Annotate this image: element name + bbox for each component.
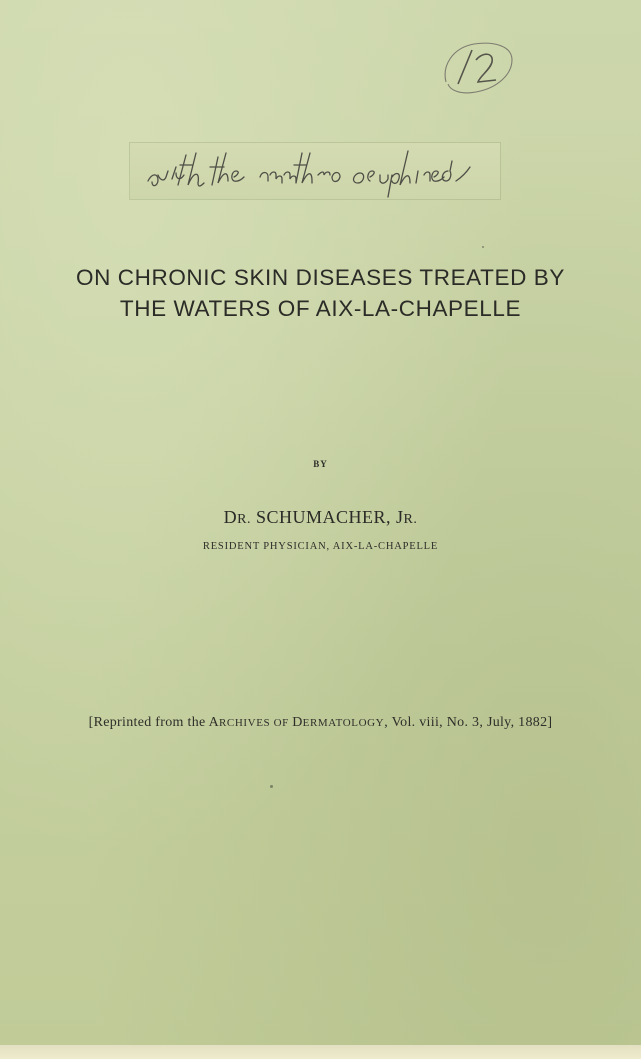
citation-journal-d: D [292,715,303,730]
circled-number-drawing [438,38,516,96]
paper-speck [270,785,273,788]
title-line-1: ON CHRONIC SKIN DISEASES TREATED BY [75,265,565,290]
title-line-2: THE WATERS OF AIX-LA-CHAPELLE [119,296,522,321]
citation-lead: [Reprinted from the [88,715,209,730]
author-affiliation: RESIDENT PHYSICIAN, AIX-LA-CHAPELLE [202,541,439,552]
author-surname: SCHUMACHER, J [250,507,404,527]
author-prefix-small: R. [237,512,251,527]
page-bottom-edge [0,1045,641,1059]
citation-journal-d-small: ERMATOLOGY [302,717,385,729]
author-name [0,507,641,528]
circled-number-annotation [438,38,516,96]
handwritten-inscription-drawing [130,143,500,199]
citation-tail: , Vol. viii, No. 3, July, 1882] [384,715,553,730]
paper-speck [482,246,484,248]
author-prefix: D [223,507,238,527]
handwritten-inscription-slip [130,143,500,199]
citation-journal-a-small: RCHIVES OF [218,717,293,729]
reprint-citation [0,715,641,731]
document-title [20,262,621,324]
byline-by: BY [313,459,328,469]
citation-journal-a: A [208,715,219,730]
author-suffix-small: R. [403,512,418,527]
